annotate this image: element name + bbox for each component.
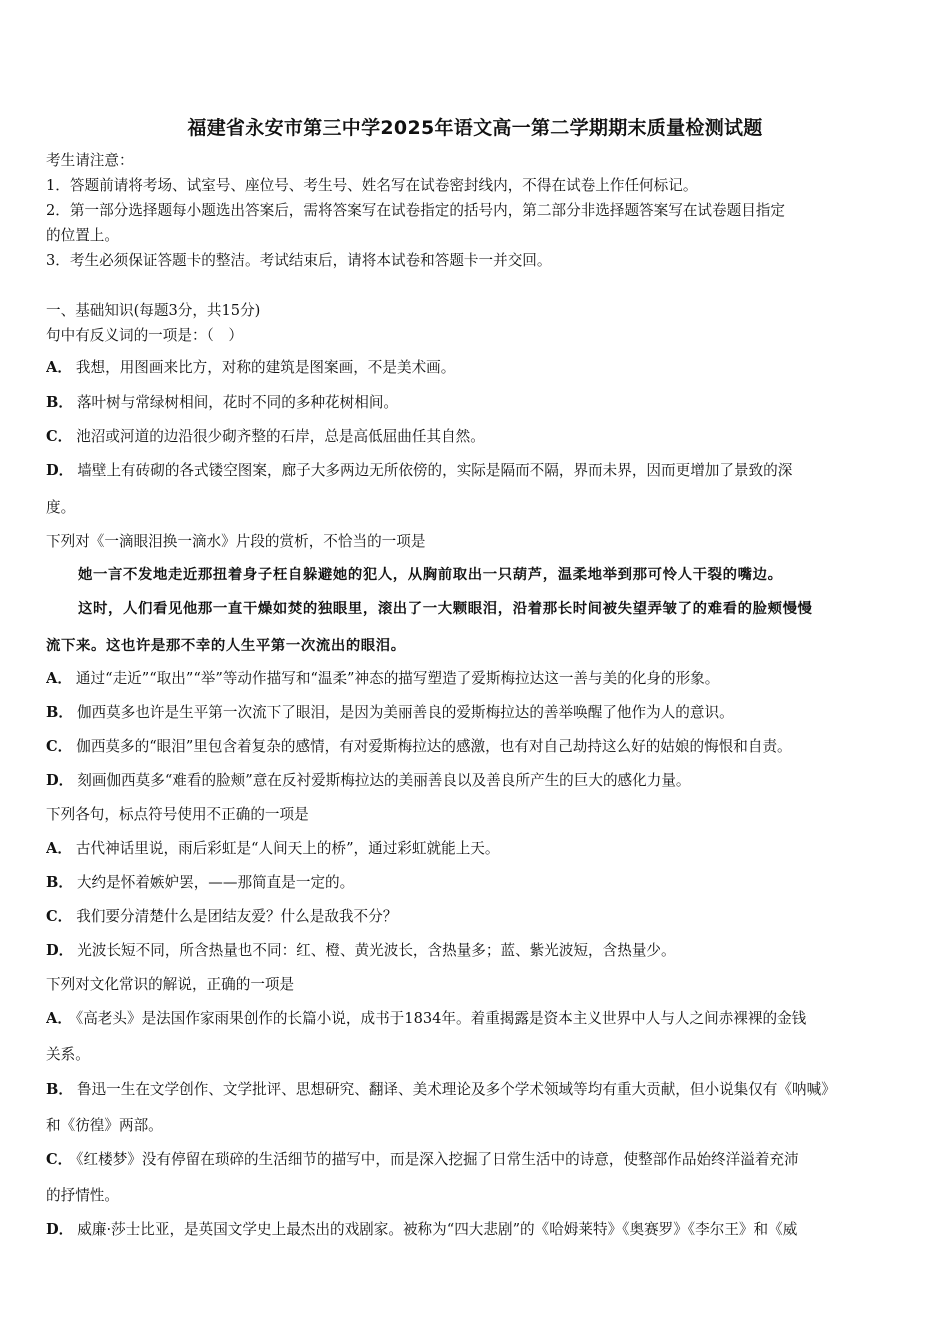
option-letter: D．	[46, 462, 74, 479]
option-letter: B．	[46, 704, 73, 721]
question-4-option-c-cont: 的抒情性。	[46, 1187, 119, 1204]
option-letter: C．	[46, 908, 73, 925]
question-4-option-b-cont: 和《彷徨》两部。	[46, 1117, 163, 1134]
option-letter: A．	[46, 670, 72, 687]
question-1-option-d	[46, 461, 908, 481]
option-text: 《红楼梦》没有停留在琐碎的生活细节的描写中，而是深入挖掘了日常生活中的诗意，使整部作品始终洋溢着充沛	[76, 1151, 799, 1168]
option-text: 古代神话里说，雨后彩虹是“人间天上的桥”，通过彩虹就能上天。	[75, 840, 500, 857]
option-text: 刻画伽西莫多“难看的脸颊”意在反衬爱斯梅拉达的美丽善良以及善良所产生的巨大的感化力量。	[77, 772, 691, 789]
option-letter: D．	[46, 772, 74, 789]
option-text: 落叶树与常绿树相间，花时不同的多种花树相间。	[76, 394, 399, 411]
page-title: 福建省永安市第三中学2025年语文高一第二学期期末质量检测试题	[187, 117, 763, 139]
option-text: 威廉·莎士比亚，是英国文学史上最杰出的戏剧家。被称为“四大悲剧”的《哈姆莱特》《奥赛罗》《李尔王》和《威	[77, 1221, 798, 1238]
option-text: 伽西莫多的“眼泪”里包含着复杂的感情，有对爱斯梅拉达的感激，也有对自己劫持这么好的姑娘的悔恨和自责。	[76, 738, 792, 755]
notice-item: 2．第一部分选择题每小题选出答案后，需将答案写在试卷指定的括号内，第二部分非选择题答案写在试卷题目指定	[46, 202, 785, 219]
option-text: 大约是怀着嫉妒罢，——那简直是一定的。	[76, 874, 355, 891]
option-text: 鲁迅一生在文学创作、文学批评、思想研究、翻译、美术理论及多个学术领域等均有重大贡献，但小说集仅有《呐喊》	[76, 1081, 836, 1098]
option-letter: C．	[46, 738, 73, 755]
passage-line: 这时，人们看见他那一直干燥如焚的独眼里，滚出了一大颗眼泪，沿着那长时间被失望弄皱了的难看的脸颊慢慢	[78, 600, 813, 617]
notice-item: 1．答题前请将考场、试室号、座位号、考生号、姓名写在试卷密封线内，不得在试卷上作任何标记。	[46, 177, 698, 194]
option-text: 通过“走近”“取出”“举”等动作描写和“温柔”神态的描写塑造了爱斯梅拉达这一善与美的化身的形象。	[75, 670, 720, 687]
option-letter: D．	[46, 942, 74, 959]
question-4-option-a-cont: 关系。	[46, 1046, 90, 1063]
question-4-stem: 下列对文化常识的解说，正确的一项是	[46, 976, 295, 993]
question-4-option-d	[46, 1220, 908, 1240]
option-letter: C．	[46, 428, 73, 445]
section-heading: 一、基础知识(每题3分，共15分)	[46, 302, 261, 319]
question-2-stem: 下列对《一滴眼泪换一滴水》片段的赏析，不恰当的一项是	[46, 533, 426, 550]
passage-line: 她一言不发地走近那扭着身子枉自躲避她的犯人，从胸前取出一只葫芦，温柔地举到那可怜人干裂的嘴边。	[78, 566, 783, 583]
option-letter: A．	[46, 1010, 72, 1027]
option-letter: A．	[46, 840, 72, 857]
option-letter: B．	[46, 1081, 73, 1098]
question-1-option-c	[46, 427, 908, 447]
question-3-stem: 下列各句，标点符号使用不正确的一项是	[46, 806, 309, 823]
option-text: 光波长短不同，所含热量也不同：红、橙、黄光波长，含热量多；蓝、紫光波短，含热量少。	[77, 942, 676, 959]
passage-line: 流下来。这也许是那不幸的人生平第一次流出的眼泪。	[46, 637, 406, 654]
question-3-option-a	[46, 839, 908, 859]
question-1-option-a	[46, 358, 908, 378]
question-2-option-d	[46, 771, 908, 791]
question-1-option-d-cont: 度。	[46, 499, 76, 516]
notice-heading: 考生请注意：	[46, 152, 134, 169]
option-text: 墙壁上有砖砌的各式镂空图案，廊子大多两边无所依傍的，实际是隔而不隔，界而未界，因而更增加了景致的深	[77, 462, 793, 479]
question-4-option-a	[46, 1009, 908, 1029]
question-2-option-c	[46, 737, 908, 757]
question-3-option-c	[46, 907, 908, 927]
question-4-option-c	[46, 1150, 908, 1170]
notice-item: 的位置上。	[46, 227, 119, 244]
option-letter: B．	[46, 394, 73, 411]
option-letter: A．	[46, 359, 72, 376]
question-1-stem: 句中有反义词的一项是：（ ）	[46, 327, 244, 344]
option-text: 我想，用图画来比方，对称的建筑是图案画，不是美术画。	[75, 359, 456, 376]
option-text: 伽西莫多也许是生平第一次流下了眼泪，是因为美丽善良的爱斯梅拉达的善举唤醒了他作为人的意识。	[76, 704, 734, 721]
option-letter: B．	[46, 874, 73, 891]
option-text: 《高老头》是法国作家雨果创作的长篇小说，成书于1834年。着重揭露是资本主义世界中人与人之间赤裸裸的金钱	[75, 1010, 807, 1027]
option-text: 池沼或河道的边沿很少砌齐整的石岸，总是高低屈曲任其自然。	[76, 428, 485, 445]
option-text: 我们要分清楚什么是团结友爱？什么是敌我不分？	[76, 908, 398, 925]
question-2-option-a	[46, 669, 908, 689]
option-letter: D．	[46, 1221, 74, 1238]
question-1-option-b	[46, 393, 908, 413]
notice-item: 3．考生必须保证答题卡的整洁。考试结束后，请将本试卷和答题卡一并交回。	[46, 252, 552, 269]
question-3-option-b	[46, 873, 908, 893]
question-2-option-b	[46, 703, 908, 723]
question-4-option-b	[46, 1080, 908, 1100]
option-letter: C．	[46, 1151, 73, 1168]
question-3-option-d	[46, 941, 908, 961]
